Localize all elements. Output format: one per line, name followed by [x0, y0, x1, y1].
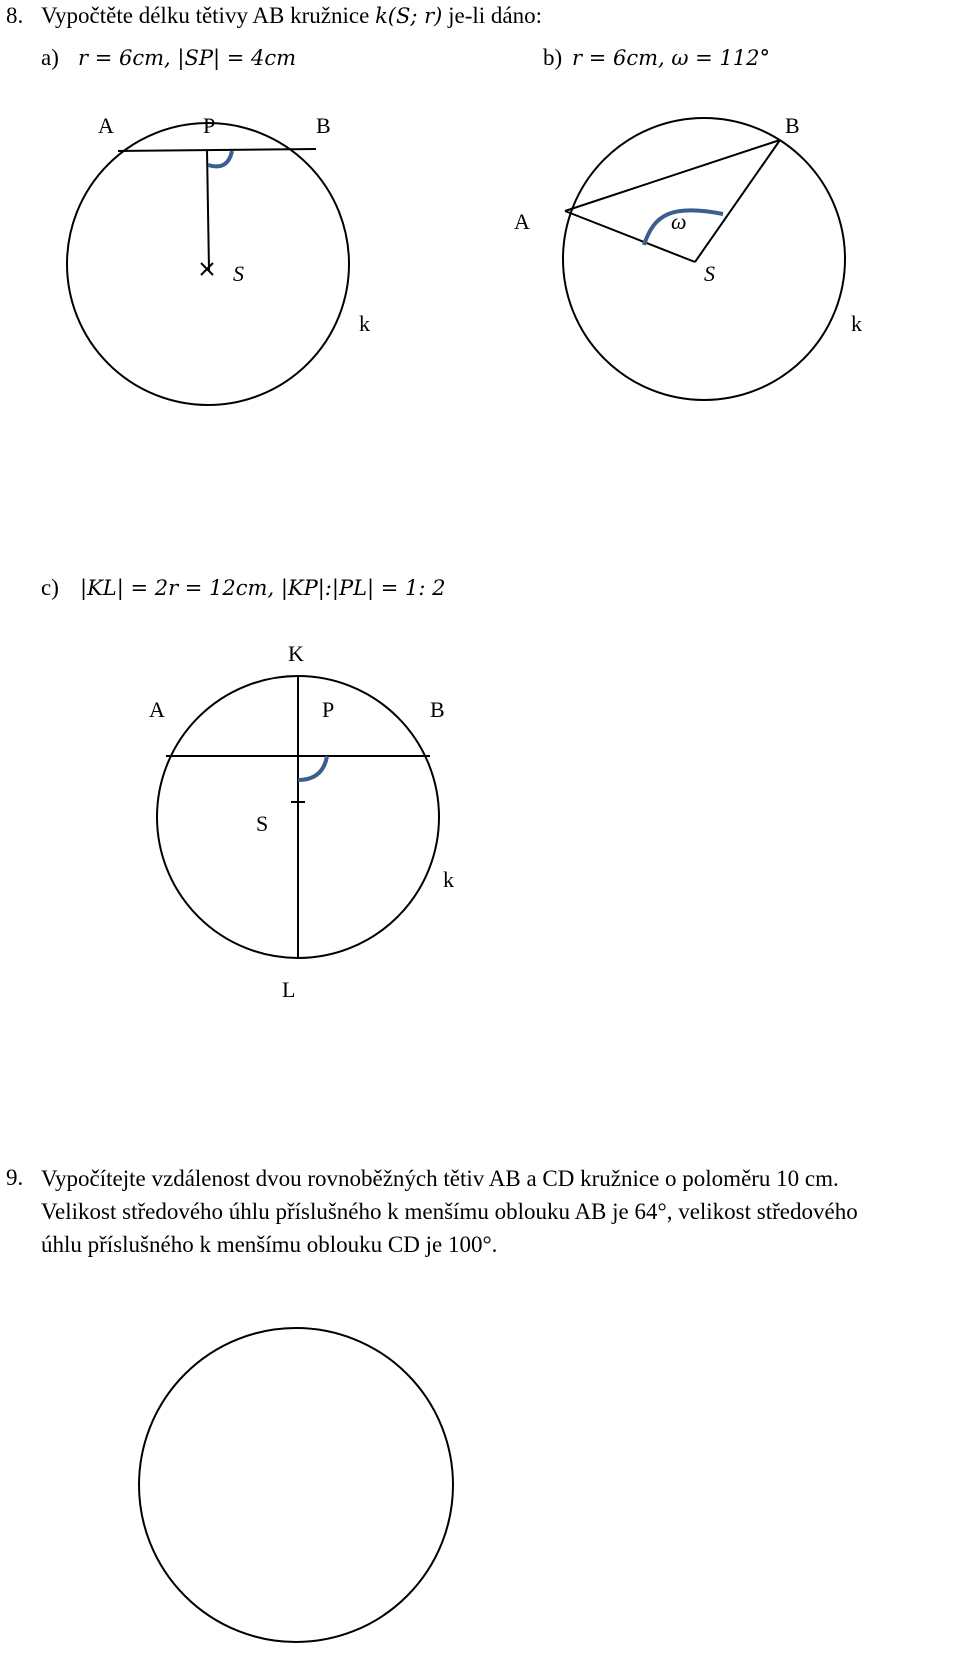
radius-sb-b — [695, 140, 780, 262]
chord-ab-a — [118, 149, 316, 151]
label-c-S: S — [256, 811, 269, 836]
part-c-given: |KL| = 2r = 12cm, |KP|:|PL| = 1: 2 — [80, 576, 446, 600]
label-c-k: k — [443, 867, 454, 892]
right-angle-mark-c — [298, 756, 327, 780]
label-b-omega: ω — [671, 209, 687, 234]
right-angle-mark-a — [208, 151, 232, 166]
part-b-label: b) — [543, 45, 563, 70]
chord-ab-b — [565, 140, 780, 211]
task9-line-1: Vypočítejte vzdálenost dvou rovnoběžných tětiv AB a CD kružnice o poloměru 10 cm. — [41, 1166, 839, 1191]
task8-heading-math: k(S; r) — [375, 4, 443, 28]
figure-c — [157, 676, 439, 958]
label-c-B: B — [430, 697, 445, 722]
circle-k-b — [563, 118, 845, 400]
figure-9 — [139, 1328, 453, 1642]
label-b-S: S — [704, 261, 715, 286]
task8-heading-text: Vypočtěte délku tětivy AB kružnice — [41, 3, 370, 28]
label-a-B: B — [316, 113, 331, 138]
task9-line-2: Velikost středového úhlu příslušného k menšímu oblouku AB je 64°, velikost středového — [41, 1199, 858, 1224]
label-b-k: k — [851, 311, 862, 336]
label-a-A: A — [98, 113, 114, 138]
part-a-given: r = 6cm, |SP| = 4cm — [78, 46, 297, 70]
label-c-P: P — [322, 697, 335, 722]
label-c-L: L — [282, 977, 296, 1002]
part-b-given: r = 6cm, ω = 112° — [572, 46, 771, 70]
task9-line-3: úhlu příslušného k menšímu oblouku CD je 100°. — [41, 1232, 498, 1257]
label-a-P: P — [203, 113, 216, 138]
label-b-B: B — [785, 113, 800, 138]
circle-task9 — [139, 1328, 453, 1642]
task8-number: 8. — [6, 3, 24, 28]
label-a-k: k — [359, 311, 370, 336]
label-b-A: A — [514, 209, 530, 234]
segment-sp-a — [207, 150, 209, 270]
figure-a — [67, 123, 349, 405]
part-a-label: a) — [41, 45, 59, 70]
figure-b — [563, 118, 845, 400]
label-c-K: K — [288, 641, 304, 666]
task9-text — [41, 1162, 960, 1261]
task8-heading-suffix: je-li dáno: — [448, 3, 542, 28]
label-c-A: A — [149, 697, 165, 722]
label-a-S: S — [233, 261, 244, 286]
part-c-label: c) — [41, 575, 59, 600]
task9-number: 9. — [6, 1165, 24, 1190]
